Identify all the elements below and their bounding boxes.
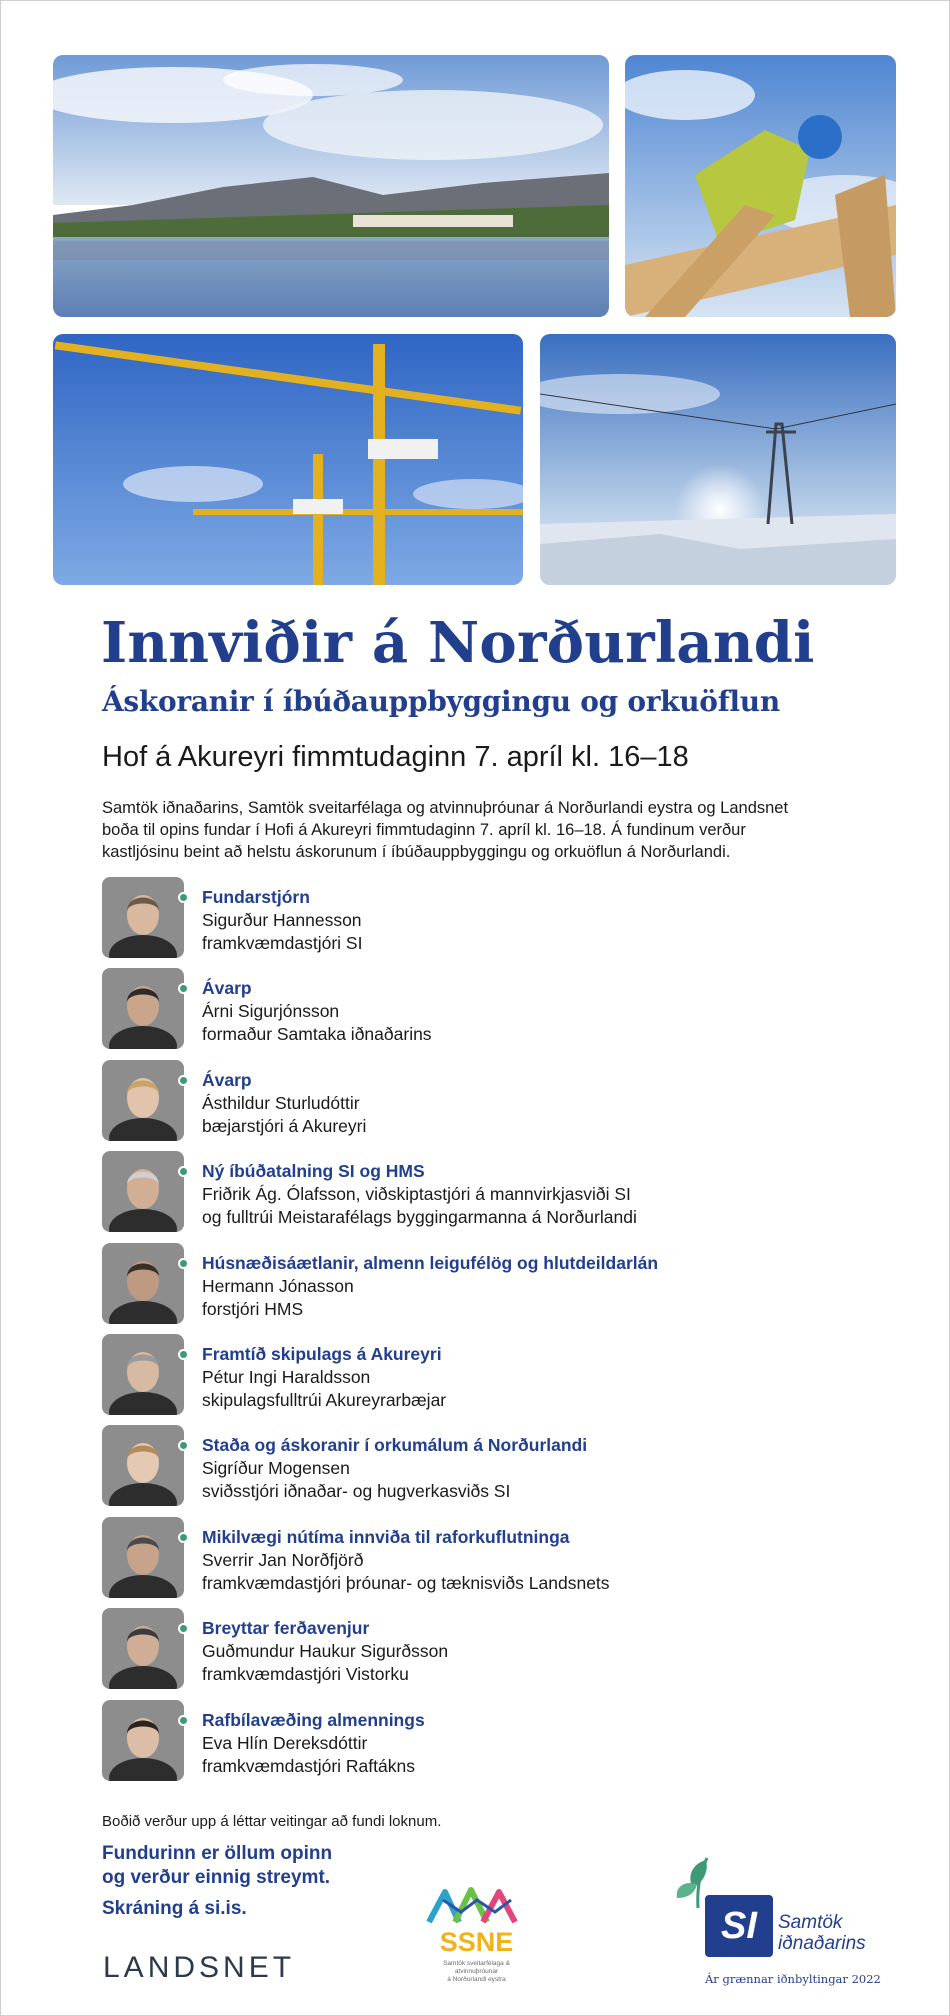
event-subtitle: Áskoranir í íbúðauppbyggingu og orkuöflun [102, 685, 780, 718]
speaker-item [102, 1243, 862, 1325]
ssne-tagline [425, 1960, 528, 1984]
si-name [778, 1912, 866, 1954]
speaker-portrait [102, 1243, 184, 1324]
bullet-dot-icon [178, 1623, 189, 1634]
speaker-item [102, 1425, 862, 1507]
construction-cranes-photo [53, 334, 523, 585]
speaker-item [102, 1151, 862, 1233]
intro-line: boða til opins fundar í Hofi á Akureyri fimmtudaginn 7. apríl kl. 16–18. Á fundinum verður [102, 821, 746, 839]
speaker-role: sviðsstjóri iðnaðar- og hugverkasviðs SI [202, 1481, 511, 1502]
speaker-portrait [102, 968, 184, 1049]
open-line: og verður einnig streymt. [102, 1867, 331, 1888]
speaker-portrait [102, 1425, 184, 1506]
speaker-name: Ásthildur Sturludóttir [202, 1092, 360, 1113]
speaker-item [102, 1517, 862, 1599]
speaker-name: Sigurður Hannesson [202, 910, 362, 930]
speaker-topic: Breyttar ferðavenjur [202, 1618, 370, 1639]
intro-line: kastljósinu beint að helstu áskorunum í íbúðauppbyggingu og orkuöflun á Norðurlandi. [102, 843, 731, 861]
ssne-logo [425, 1882, 528, 1982]
speaker-portrait [102, 1334, 184, 1415]
speaker-role: forstjóri HMS [202, 1298, 304, 1319]
refreshments-note: Boðið verður upp á léttar veitingar að fundi loknum. [102, 1813, 442, 1830]
speaker-role: framkvæmdastjóri Raftákns [202, 1755, 415, 1776]
speaker-portrait [102, 877, 184, 958]
speaker-role: og fulltrúi Meistarafélags byggingarmanna á Norðurlandi [202, 1207, 637, 1228]
speaker-text [202, 1617, 448, 1686]
speaker-text [202, 1709, 425, 1778]
speaker-portrait [102, 1060, 184, 1141]
speaker-role: bæjarstjóri á Akureyri [202, 1115, 367, 1136]
speaker-topic: Staða og áskoranir í orkumálum á Norðurlandi [202, 1435, 588, 1456]
speaker-item [102, 1700, 862, 1782]
speaker-name: Guðmundur Haukur Sigurðsson [202, 1641, 449, 1662]
bullet-dot-icon [178, 983, 189, 994]
event-time-location: Hof á Akureyri fimmtudaginn 7. apríl kl. 16–18 [102, 741, 689, 773]
si-logo [673, 1850, 903, 1990]
speaker-text [202, 886, 362, 955]
si-name-line: iðnaðarins [778, 1933, 866, 1954]
intro-line: Samtök iðnaðarins, Samtök sveitarfélaga og atvinnuþróunar á Norðurlandi eystra og Landsnet [102, 799, 789, 817]
akureyri-lake-photo [53, 55, 609, 317]
speaker-text [202, 977, 432, 1046]
speaker-item [102, 1608, 862, 1690]
speaker-item [102, 877, 862, 959]
speaker-portrait [102, 1608, 184, 1689]
speaker-topic: Ný íbúðatalning SI og HMS [202, 1161, 425, 1182]
worker-timber-photo [625, 55, 896, 317]
bullet-dot-icon [178, 1715, 189, 1726]
winter-powerline-photo [540, 334, 896, 585]
ssne-tagline-line: Samtök sveitarfélaga & atvinnuþróunar [443, 1960, 510, 1975]
speaker-text [202, 1526, 610, 1595]
speaker-text [202, 1343, 446, 1412]
speaker-name: Friðrik Ág. Ólafsson, viðskiptastjóri á mannvirkjasviði SI [202, 1184, 631, 1205]
bullet-dot-icon [178, 892, 189, 903]
speaker-text [202, 1160, 637, 1229]
speaker-portrait [102, 1517, 184, 1598]
speaker-role: framkvæmdastjóri Vistorku [202, 1664, 409, 1685]
landsnet-logo: LANDSNET [103, 1951, 296, 1984]
speaker-portrait [102, 1151, 184, 1232]
speaker-item [102, 1060, 862, 1142]
bullet-dot-icon [178, 1532, 189, 1543]
bullet-dot-icon [178, 1075, 189, 1086]
speaker-role: skipulagsfulltrúi Akureyrarbæjar [202, 1390, 447, 1410]
si-name-line: Samtök [778, 1912, 843, 1933]
bullet-dot-icon [178, 1349, 189, 1360]
speaker-topic: Húsnæðisáætlanir, almenn leigufélög og hlutdeildarlán [202, 1252, 659, 1273]
speaker-name: Pétur Ingi Haraldsson [202, 1367, 371, 1387]
si-year-tagline: Ár grænnar iðnbyltingar 2022 [705, 1972, 881, 1986]
speaker-topic: Mikilvægi nútíma innviða til raforkuflutninga [202, 1526, 570, 1547]
bullet-dot-icon [178, 1166, 189, 1177]
registration-link[interactable]: Skráning á si.is. [102, 1898, 247, 1919]
bullet-dot-icon [178, 1440, 189, 1451]
speaker-name: Árni Sigurjónsson [202, 1001, 340, 1022]
speaker-name: Sverrir Jan Norðfjörð [202, 1549, 364, 1570]
speaker-text [202, 1252, 658, 1321]
si-badge: SI [705, 1895, 773, 1957]
open-line: Fundurinn er öllum opinn [102, 1843, 333, 1864]
speaker-topic: Framtíð skipulags á Akureyri [202, 1344, 442, 1364]
ssne-mountains-icon [425, 1882, 528, 1930]
speaker-topic: Ávarp [202, 1069, 252, 1090]
speaker-name: Eva Hlín Dereksdóttir [202, 1732, 368, 1753]
bullet-dot-icon [178, 1258, 189, 1269]
speaker-role: framkvæmdastjóri þróunar- og tæknisviðs Landsnets [202, 1572, 610, 1593]
speaker-topic: Fundarstjórn [202, 887, 310, 907]
speaker-role: framkvæmdastjóri SI [202, 933, 363, 953]
speaker-item [102, 1334, 862, 1416]
ssne-tagline-line: á Norðurlandi eystra [447, 1976, 506, 1983]
intro-paragraph [102, 797, 862, 863]
speaker-topic: Rafbílavæðing almennings [202, 1709, 425, 1730]
speaker-text [202, 1069, 366, 1138]
speaker-text [202, 1434, 587, 1503]
speaker-name: Hermann Jónasson [202, 1275, 354, 1296]
open-to-all-note [102, 1842, 332, 1890]
speaker-role: formaður Samtaka iðnaðarins [202, 1024, 432, 1045]
event-title: Innviðir á Norðurlandi [101, 610, 815, 676]
ssne-wordmark: SSNE [439, 1927, 514, 1957]
speaker-item [102, 968, 862, 1050]
speaker-portrait [102, 1700, 184, 1781]
speaker-topic: Ávarp [202, 978, 252, 999]
speaker-name: Sigríður Mogensen [202, 1458, 350, 1479]
